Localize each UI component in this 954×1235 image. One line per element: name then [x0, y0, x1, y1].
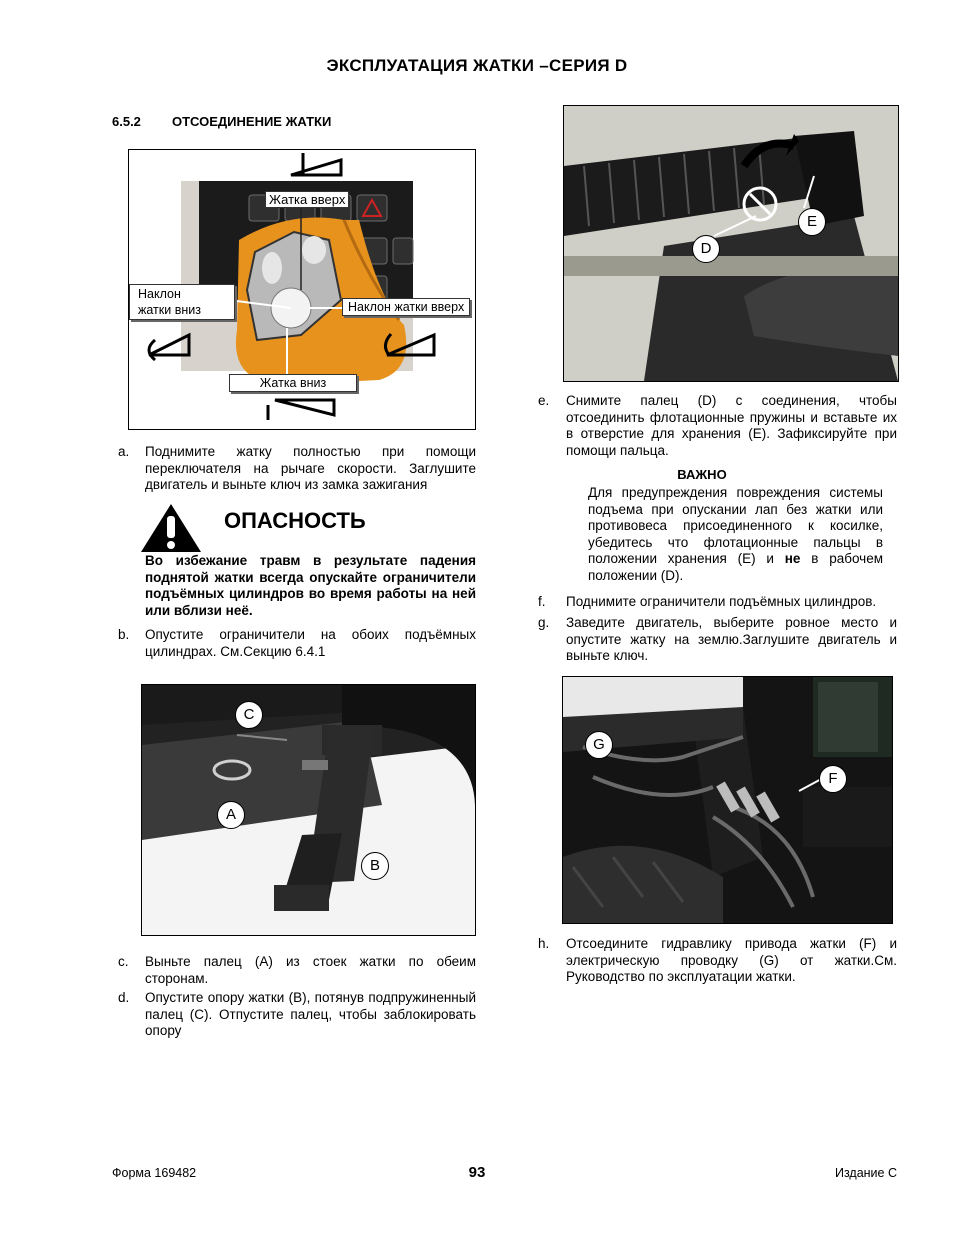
danger-icon [140, 502, 202, 554]
label-header-down: Жатка вниз [229, 374, 357, 392]
photo-float-springs [563, 105, 899, 382]
important-text-before: Для предупреждения повреждения системы подъема при опускании лап без жатки или противовеса присоединенного к косилке, убедитесь что флотационные пальцы в положении хранения (E) и [588, 485, 883, 566]
danger-title: ОПАСНОСТЬ [224, 508, 366, 533]
callout-B: B [361, 852, 389, 880]
callout-C: C [235, 701, 263, 729]
section-title: ОТСОЕДИНЕНИЕ ЖАТКИ [172, 114, 332, 129]
step-c-text: Выньте палец (A) из стоек жатки по обеим сторонам. [145, 954, 476, 986]
step-f-text: Поднимите ограничители подъёмных цилиндров. [566, 594, 877, 609]
callout-F: F [819, 765, 847, 793]
step-c-letter: c. [118, 954, 129, 969]
important-text-after: в рабочем положении (D). [588, 551, 883, 583]
label-header-up: Жатка вверх [265, 191, 349, 208]
step-b-letter: b. [118, 627, 130, 642]
callout-E: E [798, 208, 826, 236]
page-title: ЭКСПЛУАТАЦИЯ ЖАТКИ –СЕРИЯ D [326, 56, 628, 75]
danger-text: Во избежание травм в результате падения поднятой жатки всегда опускайте ограничители подъёмных цилиндров во время работы на ней или вблизи неё. [145, 553, 476, 618]
control-switch-figure [128, 149, 476, 430]
important-text [588, 485, 883, 584]
step-d-letter: d. [118, 990, 130, 1005]
important-title: ВАЖНО [677, 467, 727, 482]
step-e-letter: e. [538, 393, 550, 408]
callout-D: D [692, 235, 720, 263]
step-b-text: Опустите ограничители на обоих подъёмных цилиндрах. См.Секцию 6.4.1 [145, 627, 476, 659]
step-f-letter: f. [538, 594, 546, 609]
step-d-text: Опустите опору жатки (B), потянув подпружиненный палец (C). Отпустите палец, чтобы заблокировать опору [145, 990, 476, 1038]
label-tilt-up: Наклон жатки вверх [342, 298, 470, 316]
footer-form: Форма 169482 [112, 1166, 197, 1180]
step-e-text: Снимите палец (D) с соединения, чтобы отсоединить флотационные пружины и вставьте их в отверстие для хранения (E). Зафиксируйте при помощи пальца. [566, 393, 897, 458]
step-h-text: Отсоедините гидравлику привода жатки (F) и электрическую проводку (G) от жатки.См. Руководство по эксплуатации жатки. [566, 936, 897, 984]
photo-header-stand [141, 684, 476, 936]
step-g-text: Заведите двигатель, выберите ровное место и опустите жатку на землю.Заглушите двигатель и выньте ключ. [566, 615, 897, 663]
step-h-letter: h. [538, 936, 550, 951]
step-a-text: Поднимите жатку полностью при помощи переключателя на рычаге скорости. Заглушите двигатель и выньте ключ из замка зажигания [145, 444, 476, 492]
step-g-letter: g. [538, 615, 550, 630]
label-tilt-down: Наклон жатки вниз [129, 284, 235, 320]
footer-edition: Издание C [834, 1166, 897, 1180]
photo-hydraulics [562, 676, 893, 924]
step-a-letter: a. [118, 444, 130, 459]
page-number: 93 [468, 1164, 486, 1181]
callout-G: G [585, 731, 613, 759]
section-number: 6.5.2 [112, 114, 141, 129]
callout-A: A [217, 801, 245, 829]
important-emphasis: не [784, 551, 801, 566]
